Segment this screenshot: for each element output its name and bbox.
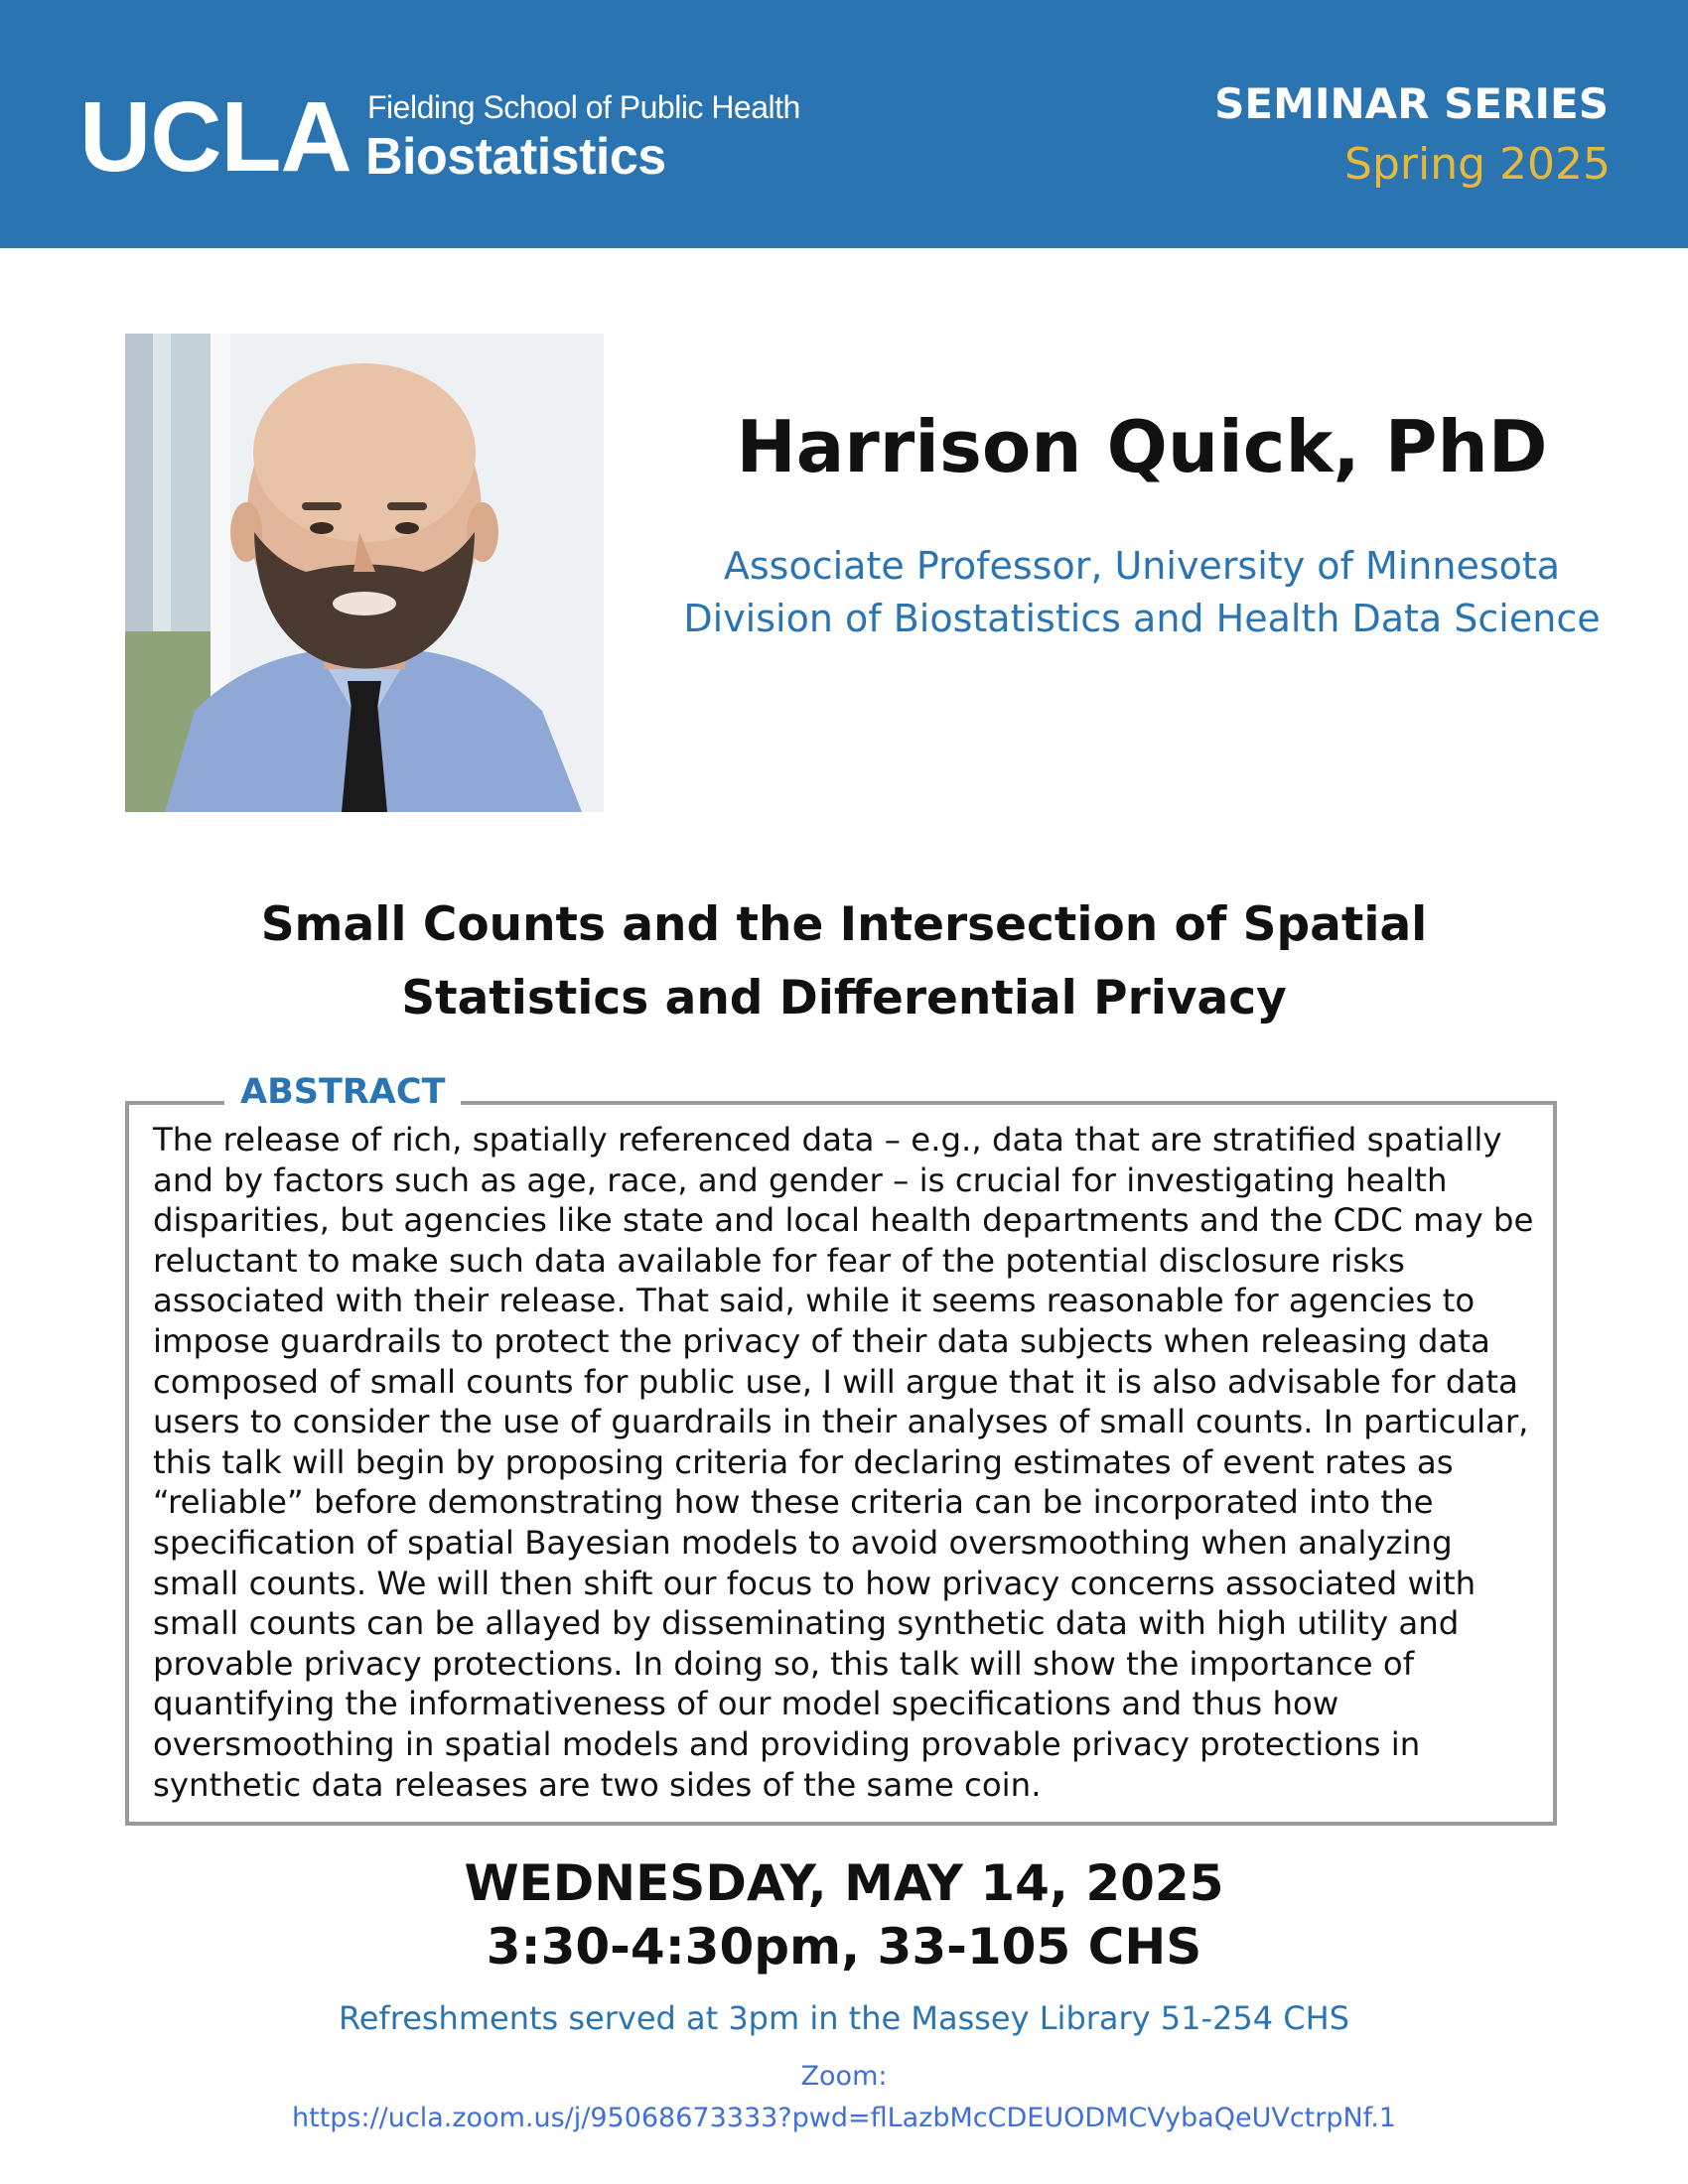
seminar-series-label: SEMINAR SERIES	[1214, 79, 1609, 128]
abstract-line: provable privacy protections. In doing so, this talk will show the importance of	[153, 1644, 1415, 1683]
abstract-line: users to consider the use of guardrails in their analyses of small counts. In particular,	[153, 1403, 1529, 1441]
abstract-line: quantifying the informativeness of our model specifications and thus how	[153, 1685, 1339, 1723]
abstract-label: ABSTRACT	[224, 1072, 461, 1112]
abstract-line: synthetic data releases are two sides of the same coin.	[153, 1765, 1042, 1804]
abstract-line: reluctant to make such data available for fear of the potential disclosure risks	[153, 1241, 1405, 1280]
abstract-line: oversmoothing in spatial models and providing provable privacy protections in	[153, 1724, 1421, 1763]
zoom-link[interactable]: https://ucla.zoom.us/j/95068673333?pwd=flLazbMcCDEUODMCVybaQeUVctrpNf.1	[292, 2103, 1396, 2133]
header-banner	[0, 0, 1688, 248]
refreshments-note: Refreshments served at 3pm in the Massey Library 51-254 CHS	[338, 1999, 1350, 2037]
abstract-line: disparities, but agencies like state and local health departments and the CDC may be	[153, 1201, 1534, 1240]
department-name: Biostatistics	[365, 128, 666, 186]
event-date: WEDNESDAY, MAY 14, 2025	[464, 1854, 1224, 1912]
abstract-line: composed of small counts for public use, I will argue that it is also advisable for data	[153, 1362, 1518, 1401]
school-name: Fielding School of Public Health	[367, 89, 800, 125]
ucla-logo: UCLA	[79, 81, 352, 193]
abstract-line: associated with their release. That said, while it seems reasonable for agencies to	[153, 1282, 1476, 1320]
zoom-label: Zoom:	[800, 2061, 888, 2092]
abstract-line: “reliable” before demonstrating how these criteria can be incorporated into the	[153, 1483, 1434, 1522]
speaker-portrait-image	[125, 334, 604, 812]
event-time-location: 3:30-4:30pm, 33-105 CHS	[486, 1918, 1202, 1976]
abstract-line: small counts. We will then shift our focus to how privacy concerns associated with	[153, 1564, 1477, 1602]
speaker-name: Harrison Quick, PhD	[736, 405, 1548, 488]
abstract-line: and by factors such as age, race, and gender – is crucial for investigating health	[153, 1160, 1448, 1199]
abstract-line: specification of spatial Bayesian models to avoid oversmoothing when analyzing	[153, 1523, 1453, 1562]
talk-title-line-2: Statistics and Differential Privacy	[401, 971, 1287, 1025]
abstract-text	[153, 1120, 1539, 1805]
talk-title-line-1: Small Counts and the Intersection of Spatial	[260, 897, 1428, 952]
speaker-affiliation-title: Associate Professor, University of Minnesota	[723, 544, 1561, 588]
term-label: Spring 2025	[1344, 139, 1611, 190]
speaker-photo	[125, 334, 604, 812]
abstract-line: The release of rich, spatially referenced data – e.g., data that are stratified spatially	[153, 1121, 1502, 1159]
speaker-affiliation-division: Division of Biostatistics and Health Data Science	[683, 597, 1601, 640]
abstract-line: this talk will begin by proposing criteria for declaring estimates of event rates as	[153, 1442, 1454, 1481]
abstract-line: small counts can be allayed by disseminating synthetic data with high utility and	[153, 1604, 1460, 1643]
abstract-line: impose guardrails to protect the privacy of their data subjects when releasing data	[153, 1321, 1490, 1360]
